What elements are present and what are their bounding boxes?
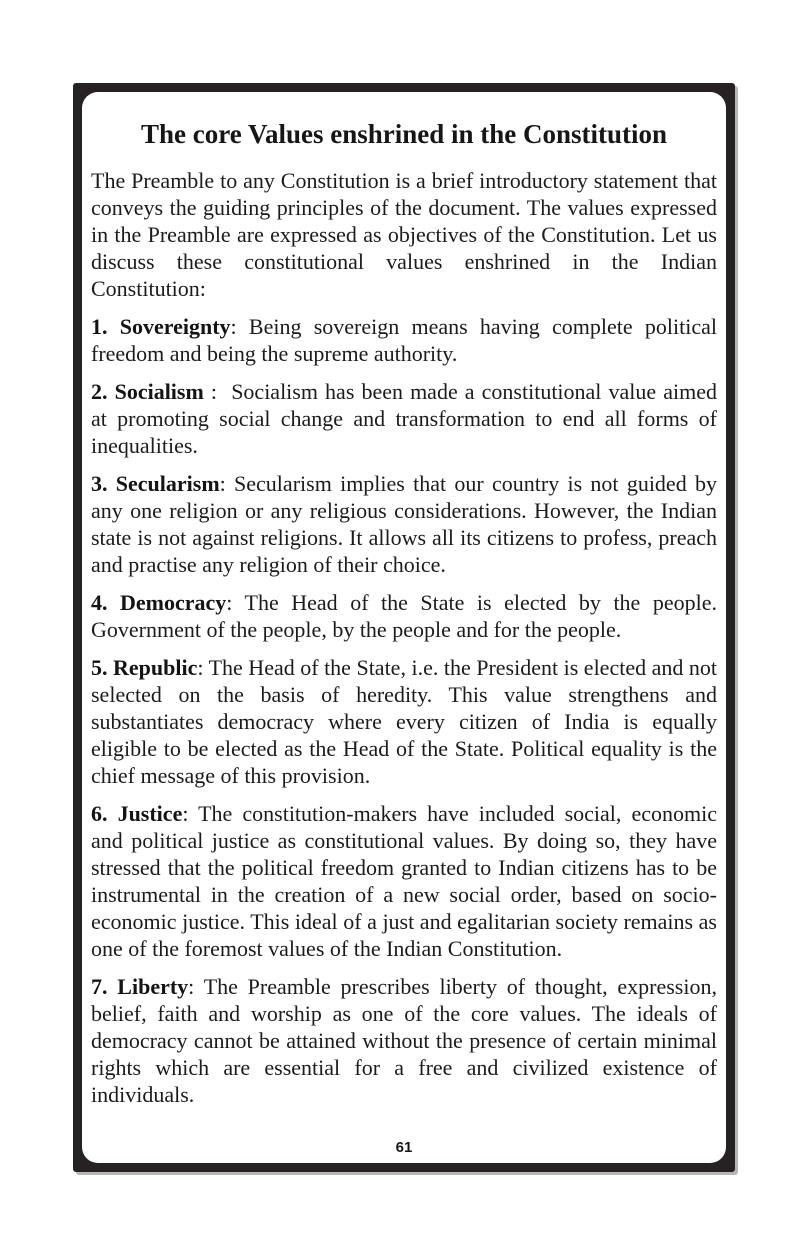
section-paragraph (91, 973, 717, 1108)
section-separator: : (182, 801, 199, 826)
section-heading: 5. Republic (91, 655, 198, 680)
page-title: The core Values enshrined in the Constitution (140, 119, 668, 149)
section-separator: : (188, 974, 204, 999)
sections-list (91, 313, 717, 1108)
section-heading: 6. Justice (91, 801, 183, 826)
section-paragraph (91, 800, 717, 962)
section-body: The Head of the State, i.e. the President is elected and not selected on the basis of heredity. This value strengthens and substantiates democracy where every citizen of India is equally eligible to be elected as the Head of the State. Political equality is the chief message of this provision. (91, 655, 717, 788)
section-body: The Head of the State is elected by the people. Government of the people, by the people and for the people. (91, 590, 717, 642)
section-separator: : (219, 471, 235, 496)
section-paragraph (91, 378, 717, 459)
section-separator: : (226, 590, 245, 615)
section-separator: : (230, 314, 249, 339)
section-body: Socialism has been made a constitutional value aimed at promoting social change and transformation to end all forms of inequalities. (91, 379, 717, 458)
section-heading: 1. Sovereignty (91, 314, 231, 339)
section-separator: : (203, 379, 232, 404)
section-heading: 7. Liberty (91, 974, 189, 999)
section-body: Secularism implies that our country is not guided by any one religion or any religious considerations. However, the Indian state is not against religions. It allows all its citizens to profess, preach and practise any religion of their choice. (91, 471, 717, 577)
section-paragraph (91, 470, 717, 578)
section-body: Being sovereign means having complete political freedom and being the supreme authority. (91, 314, 717, 366)
section-paragraph (91, 313, 717, 367)
section-paragraph (91, 589, 717, 643)
page-number: 61 (395, 1139, 413, 1156)
intro-paragraph: The Preamble to any Constitution is a brief introductory statement that conveys the guiding principles of the document. The values expressed in the Preamble are expressed as objectives of the Constitution. Let us discuss these constitutional values enshrined in the Indian Constitution: (91, 168, 717, 301)
section-separator: : (197, 655, 209, 680)
content-frame (73, 83, 735, 1172)
section-body: The Preamble prescribes liberty of thought, expression, belief, faith and worship as one of the core values. The ideals of democracy cannot be attained without the presence of certain minimal rights which are essential for a free and civilized existence of individuals. (91, 974, 717, 1107)
section-heading: 3. Secularism (91, 471, 220, 496)
section-paragraph (91, 654, 717, 789)
section-heading: 2. Socialism (91, 379, 204, 404)
content-area (82, 92, 726, 1163)
text-column (91, 92, 717, 1119)
section-body: The constitution-makers have included social, economic and political justice as constitutional values. By doing so, they have stressed that the political freedom granted to Indian citizens has to be instrumental in the creation of a new social order, based on socio-economic justice. This ideal of a just and egalitarian society remains as one of the foremost values of the Indian Constitution. (91, 801, 717, 961)
section-heading: 4. Democracy (91, 590, 227, 615)
